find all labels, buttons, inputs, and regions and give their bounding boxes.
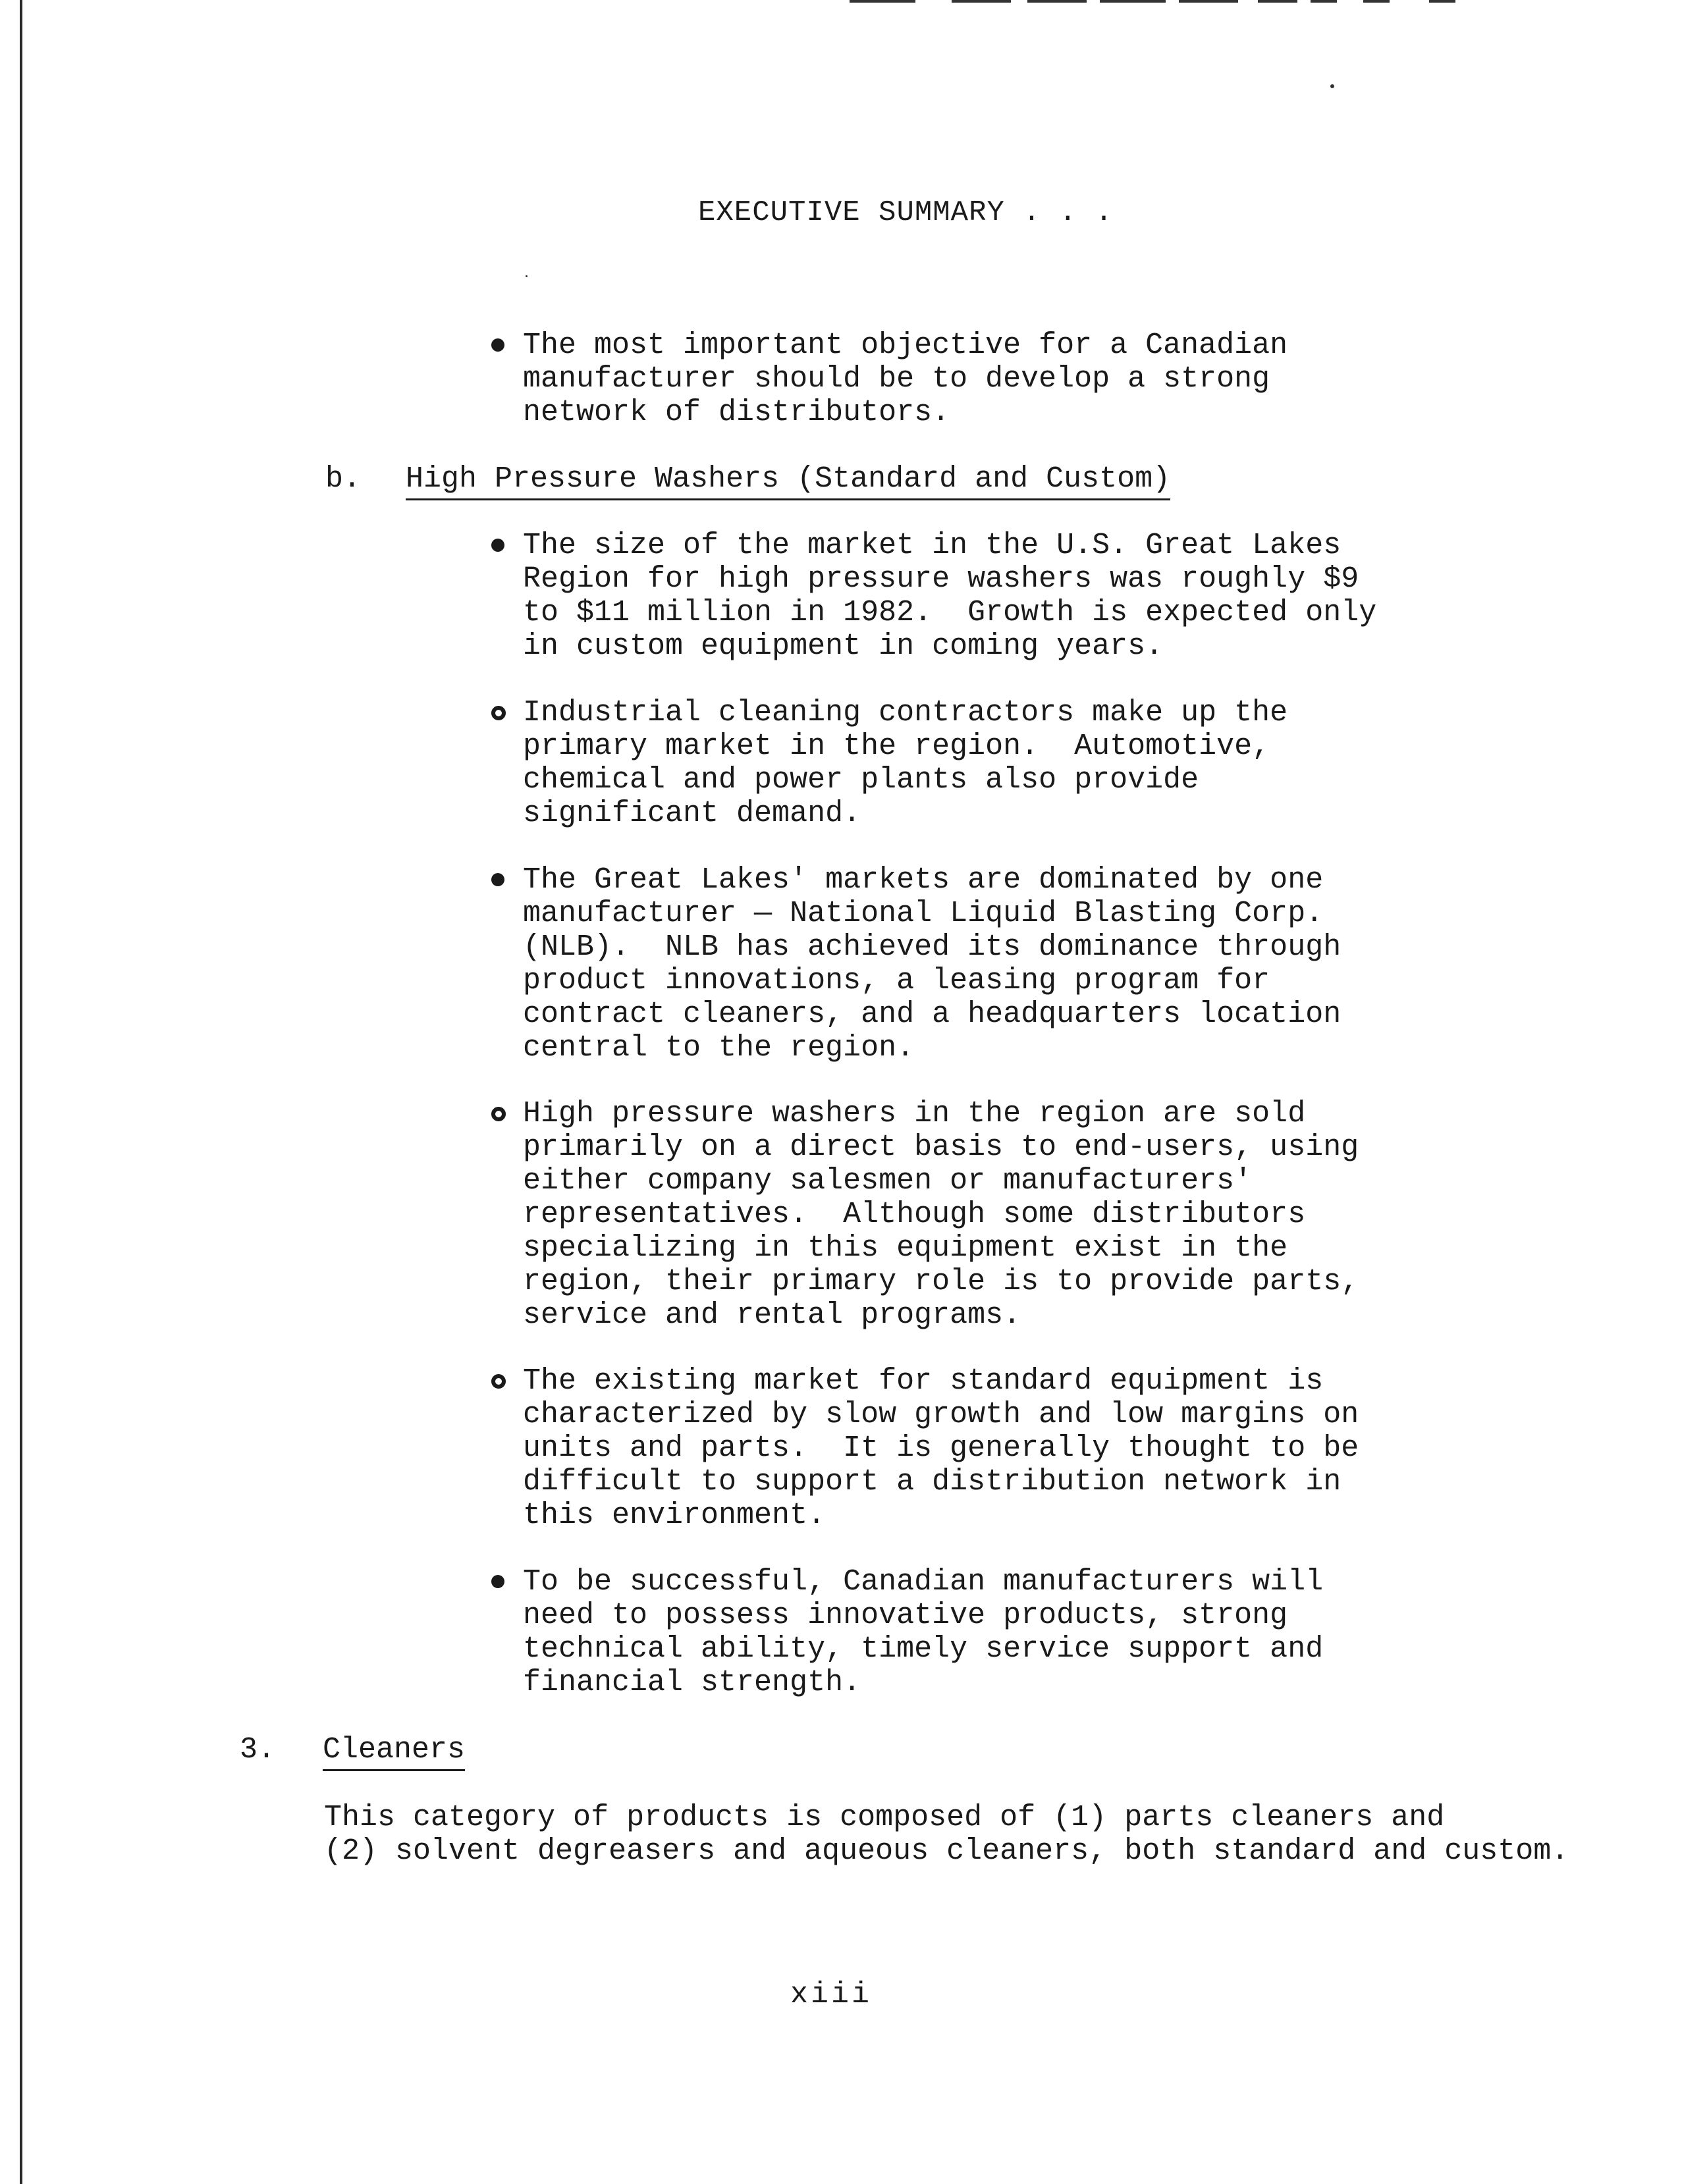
bullet-icon bbox=[491, 873, 504, 886]
washer-bullet-text: To be successful, Canadian manufacturers will need to possess innovative products, strong technical ability, timely service support and financial strength. bbox=[523, 1565, 1324, 1699]
bullet-icon bbox=[491, 1575, 504, 1588]
scan-speck bbox=[1330, 84, 1334, 88]
page-heading: EXECUTIVE SUMMARY . . . bbox=[698, 196, 1114, 229]
page-number: xiii bbox=[790, 1978, 873, 2011]
washer-bullet-text: Industrial cleaning contractors make up the primary market in the region. Automotive, chemical and power plants also provide significant demand. bbox=[523, 696, 1288, 830]
washer-bullet-text: The size of the market in the U.S. Great Lakes Region for high pressure washers was roughly $9 to $11 million in 1982. Growth is expected only in custom equipment in coming years. bbox=[523, 529, 1377, 663]
bullet-icon bbox=[491, 338, 504, 352]
washer-bullet-text: The Great Lakes' markets are dominated by one manufacturer — National Liquid Blasting Corp. (NLB). NLB has achieved its dominance through product innovations, a leasing program for contract cleaners, and a headquarters location central to the region. bbox=[523, 863, 1341, 1065]
top-scan-marks bbox=[850, 0, 1508, 4]
section-b-title: High Pressure Washers (Standard and Custom) bbox=[406, 462, 1170, 500]
cleaners-paragraph: This category of products is composed of (1) parts cleaners and (2) solvent degreasers and aqueous cleaners, both standard and custom. bbox=[324, 1801, 1569, 1868]
bullet-icon bbox=[491, 1107, 506, 1121]
section-b-marker: b. bbox=[325, 462, 362, 496]
intro-bullet-text: The most important objective for a Canadian manufacturer should be to develop a strong network of distributors. bbox=[523, 329, 1288, 429]
section-3-marker: 3. bbox=[240, 1733, 276, 1767]
section-3-title: Cleaners bbox=[323, 1733, 465, 1771]
bullet-icon bbox=[491, 539, 504, 552]
bullet-icon bbox=[491, 706, 506, 720]
washer-bullet-text: The existing market for standard equipment is characterized by slow growth and low margins on units and parts. It is generally thought to be difficult to support a distribution network in this environment. bbox=[523, 1364, 1359, 1532]
scan-border-line bbox=[20, 0, 22, 2184]
washer-bullet-text: High pressure washers in the region are sold primarily on a direct basis to end-users, using either company salesmen or manufacturers' representatives. Although some distributors specializing in this equipment exist in the region, their primary role is to provide parts, service and rental programs. bbox=[523, 1097, 1359, 1332]
scan-speck bbox=[526, 275, 528, 277]
bullet-icon bbox=[491, 1374, 506, 1389]
